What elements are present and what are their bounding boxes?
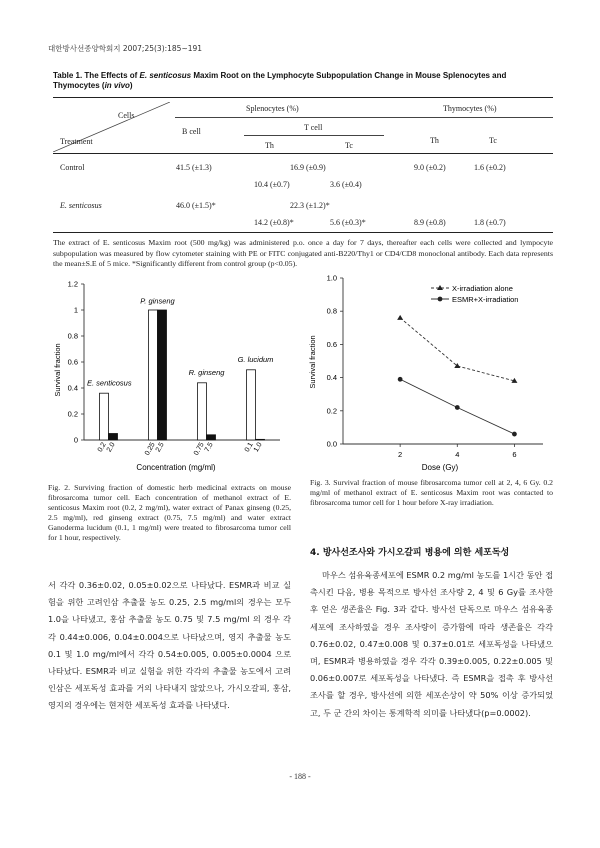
thymocytes-underline [405, 117, 553, 118]
row-esenticosus-tc: 5.6 (±0.3)* [330, 218, 366, 227]
fig2-bar [149, 310, 158, 440]
row-esenticosus-tcell: 22.3 (±1.2)* [290, 201, 330, 210]
row-esenticosus-bcell: 46.0 (±1.5)* [176, 201, 216, 210]
fig2-x-axis-label: Concentration (mg/ml) [136, 463, 216, 472]
table-top-rule [53, 97, 553, 98]
fig2-bar-chart [48, 272, 288, 477]
tcell-underline [244, 135, 384, 136]
fig3-point [398, 377, 403, 382]
fig3-point [397, 315, 403, 320]
fig2-bar-label: 2.5 [154, 441, 166, 454]
table-caption-rest: Maxim Root on the Lymphocyte Subpopulation Change in Mouse Splenocytes and Thymocytes ( [53, 71, 507, 90]
fig2-y-tick-label: 0.8 [67, 331, 78, 341]
fig3-point [512, 432, 517, 437]
fig3-legend-xray: X-irradiation alone [452, 284, 513, 293]
splenocytes-label: Splenocytes (%) [246, 104, 299, 113]
cells-label: Cells [118, 111, 135, 120]
row-control-th: 10.4 (±0.7) [254, 180, 290, 189]
fig2-group-label: P. ginseng [140, 296, 175, 306]
table-caption-species: E. senticosus [139, 71, 192, 80]
row-esenticosus-thy-th: 8.9 (±0.8) [414, 218, 446, 227]
fig3-x-axis-label: Dose (Gy) [421, 463, 459, 472]
table-caption [53, 71, 553, 91]
table-caption-prefix: Table 1. The Effects of [53, 71, 140, 80]
fig3-y-tick-label: 1.0 [326, 273, 337, 283]
fig2-bar [198, 383, 207, 440]
fig2-group-label: G. lucidum [237, 355, 274, 364]
fig2-bar-label: 0.75 [192, 441, 206, 457]
fig3-legend [431, 284, 518, 304]
fig2-bar-label: 1.0 [252, 441, 264, 454]
fig3-y-tick-label: 0.4 [326, 373, 337, 383]
row-esenticosus-thy-tc: 1.8 (±0.7) [474, 218, 506, 227]
row-control-tcell: 16.9 (±0.9) [290, 163, 326, 172]
fig3-y-tick-label: 0.6 [326, 339, 337, 349]
thymocytes-label: Thymocytes (%) [443, 104, 497, 113]
fig3-x-tick-label: 6 [512, 450, 517, 459]
fig3-line-chart [305, 272, 555, 477]
fig3-marks [397, 315, 517, 437]
table-bottom-rule [53, 232, 553, 233]
fig2-y-tick-label: 1 [73, 305, 78, 315]
fig2-bar-label: 2.0 [105, 441, 117, 454]
row-control-thy-tc: 1.6 (±0.2) [474, 163, 506, 172]
fig3-x-tick-label: 4 [455, 450, 460, 459]
row-control-name: Control [60, 163, 85, 172]
fig2-bar [256, 439, 265, 440]
table-caption-invivo: in vivo [104, 81, 130, 90]
fig2-y-axis-label: Survival fraction [53, 343, 62, 397]
fig2-y-tick-label: 0.4 [67, 383, 78, 393]
table-caption-end: ) [129, 81, 133, 90]
fig2-bar [207, 435, 216, 440]
fig3-y-tick-label: 0.8 [326, 306, 337, 316]
running-header: 대한방사선종양학회지 2007;25(3):185~191 [48, 44, 203, 53]
fig3-x-tick-label: 2 [398, 450, 403, 459]
right-column-paragraph: 마우스 섬유육종세포에 ESMR 0.2 mg/ml 농도를 1시간 동안 접촉시킨 다음, 병용 목적으로 방사선 조사량 2, 4 및 6 Gy를 조사한 후 얻은 생존율은 Fig. 3과 같다. 방사선 단독으로 마우스 섬유육종 세포에 조사하였을 경우 조사량이 증가함에 따라 생존율은 각각 0.76±0.02, 0.47±0.008 및 0.37±0.01로 세포독성을 나타냈으며, ESMR과 병용하였을 경우 각각 0.39±0.005, 0.22±0.005 및 0.06±0.007로 세포독성을 나타냈다. 즉 ESMR을 접촉 후 방사선 조사를 할 경우, 방사선에 의한 세포손상이 약 50% 이상 증가되었고, 두 군 간의 차이는 통계학적 의미를 나타냈다(p=0.0002). [310, 570, 553, 718]
row-control-tc: 3.6 (±0.4) [330, 180, 362, 189]
fig2-y-tick-label: 1.2 [67, 279, 78, 289]
bcell-label: B cell [182, 127, 201, 136]
fig2-bar-label: 0.1 [243, 441, 255, 454]
fig3-series-line [400, 318, 514, 381]
table-footnote: The extract of E. senticosus Maxim root (500 mg/kg) was administered p.o. once a day for 7 days, thereafter each cells were collected and lympocyte subpopulation was measured by flow cytometer staining with PE or FITC conjugated anti-B220/Thy1 or CD4/CD8 monoclonal antibody. Each data represents the mean±S.E of 5 mice. *Significantly different from control group (p<0.05). [53, 238, 553, 268]
fig2-bar [100, 393, 109, 440]
fig2-bar-label: 7.5 [203, 441, 215, 454]
tc-label: Tc [345, 141, 353, 150]
row-control-bcell: 41.5 (±1.3) [176, 163, 212, 172]
row-control-thy-th: 9.0 (±0.2) [414, 163, 446, 172]
thymocyte-th-label: Th [430, 136, 439, 145]
th-label: Th [265, 141, 274, 150]
fig2-group-label: R. ginseng [188, 368, 225, 377]
fig2-bar [158, 310, 167, 440]
row-esenticosus-th: 14.2 (±0.8)* [254, 218, 294, 227]
tcell-label: T cell [304, 123, 323, 132]
fig2-y-tick-label: 0.2 [67, 409, 78, 419]
fig3-point [455, 405, 460, 410]
fig2-group-label: E. senticosus [87, 378, 132, 388]
fig3-y-tick-label: 0.2 [326, 406, 337, 416]
fig2-bar [247, 370, 256, 440]
fig2-y-tick-label: 0 [73, 435, 78, 445]
fig2-y-tick-label: 0.6 [67, 357, 78, 367]
page-number: - 188 - [289, 772, 311, 781]
fig3-legend-esmr: ESMR+X-irradiation [452, 295, 519, 304]
fig2-marks [87, 297, 273, 457]
fig2-bar-label: 0.25 [143, 441, 157, 457]
treatment-label: Treatment [60, 137, 93, 146]
fig2-bar [109, 434, 118, 441]
section-heading: 4. 방사선조사와 가시오갈피 병용에 의한 세포독성 [310, 548, 510, 558]
fig3-caption: Fig. 3. Survival fraction of mouse fibrosarcoma tumor cell at 2, 4, 6 Gy. 0.2 mg/ml of methanol extract of E. senticosus Maxim root was contacted to fibrosarcoma tumor cell for 1 hour before X-ray irradiation. [310, 478, 553, 507]
row-esenticosus-name: E. senticosus [60, 201, 102, 210]
fig3-y-axis-label: Survival fraction [308, 335, 317, 389]
fig2-bar-label: 0.2 [96, 441, 108, 454]
fig3-y-tick-label: 0.0 [326, 439, 337, 449]
left-column-paragraph: 서 각각 0.36±0.02, 0.05±0.02으로 나타났다. ESMR과 비교 실험을 위한 고려인삼 추출물 농도 0.25, 2.5 mg/ml의 경우는 모두 1.0을 나타냈고, 홍삼 추출물 농도 0.75 및 7.5 mg/ml 의 경우 각각 0.44±0.006, 0.04±0.004으로 나타났으며, 영지 추출물 농도 0.1 및 1.0 mg/ml에서 각각 0.54±0.005, 0.005±0.0004 으로 나타났다. ESMR과 비교 실험을 위한 각각의 추출물 농도에서 고려인삼은 세포독성 효과를 거의 나타내지 않았으나, 가시오갈피, 홍삼, 영지의 경우에는 현저한 세포독성 효과를 나타냈다. [48, 580, 291, 711]
table-header-rule [53, 153, 553, 154]
fig2-caption: Fig. 2. Surviving fraction of domestic herb medicinal extracts on mouse fibrosarcoma tumor cell. Each concentration of methanol extract of E. senticosus Maxim root (0.2, 2 mg/ml), water extract of Panax ginseng (0.25, 2.5 mg/ml), red ginseng extract (0.75, 7.5 mg/ml) and water extract Ganoderma lucidum (0.1, 1 mg/ml) were treated to fibrosarcoma tumor cell for 1 hour, respectively. [48, 483, 291, 542]
thymocyte-tc-label: Tc [489, 136, 497, 145]
